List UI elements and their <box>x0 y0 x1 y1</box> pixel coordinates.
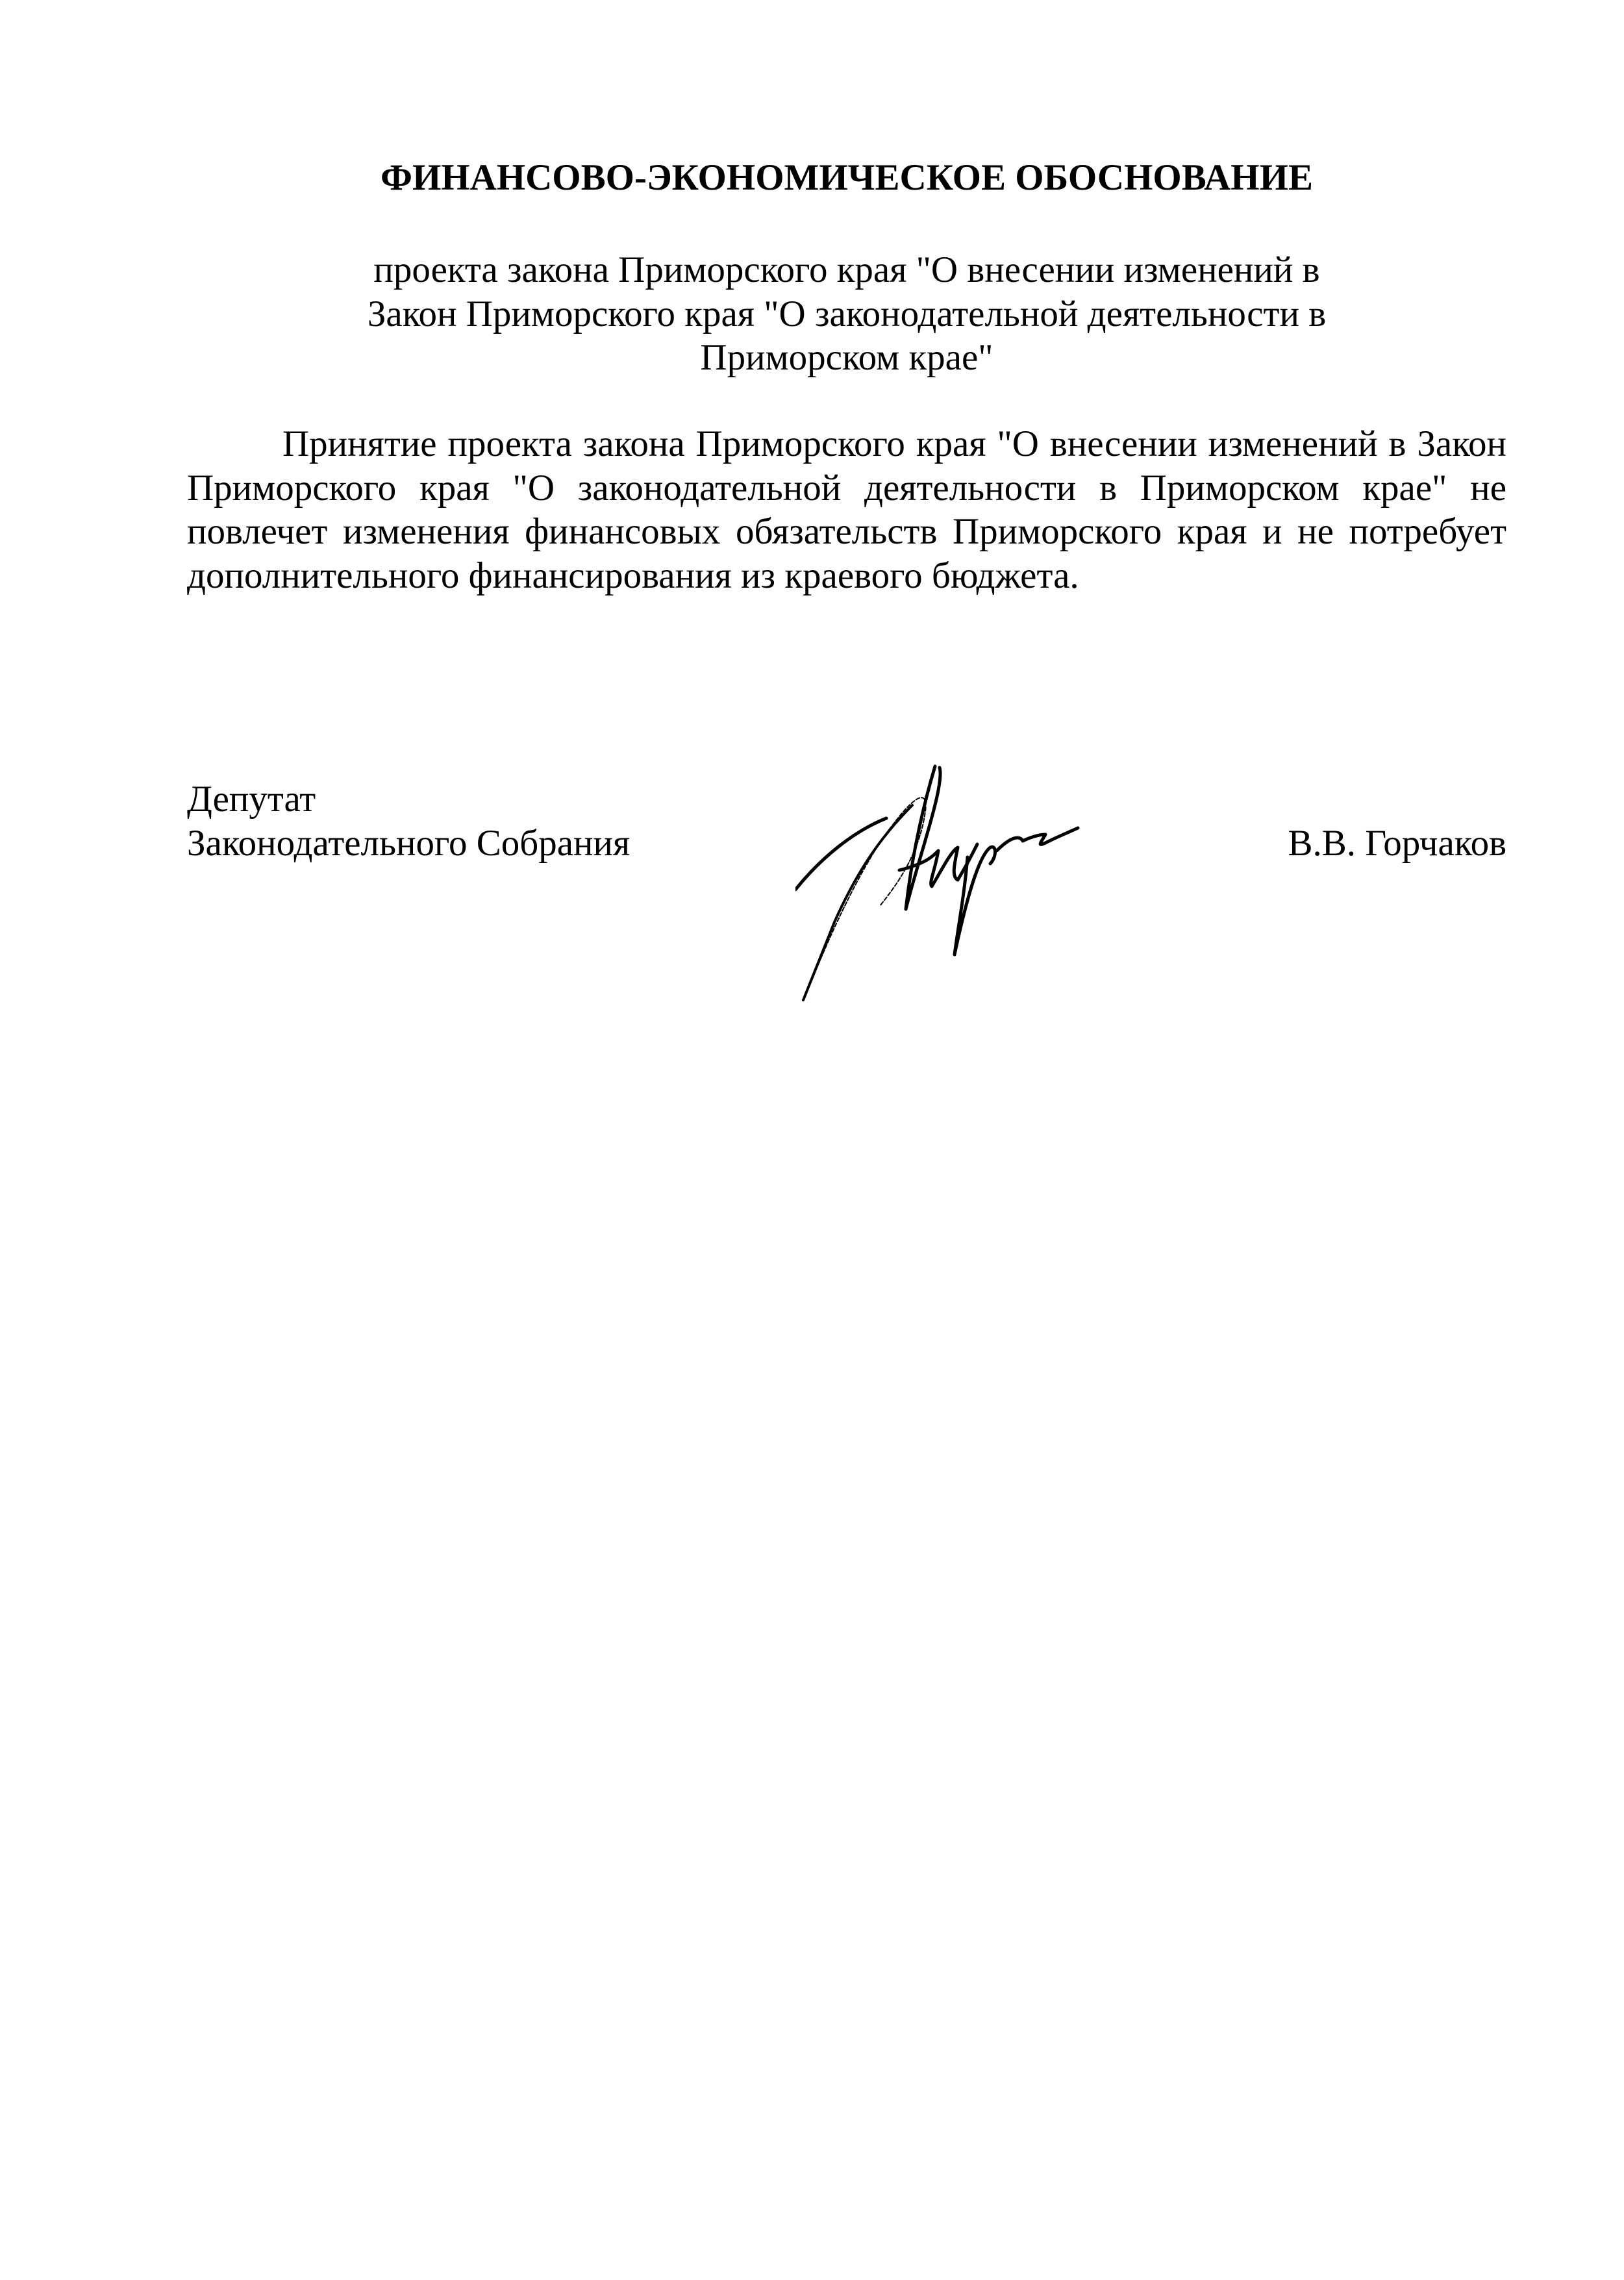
signatory-name: В.В. Горчаков <box>1288 823 1506 864</box>
body-paragraph: Принятие проекта закона Приморского края "О внесении изменений в Закон Приморского края "О законодательной деятельности в Приморском крае" не повлечет изменения финансовых обязательств Приморского края и не потребует дополнительного финансирования из краевого бюджета. <box>187 423 1506 596</box>
document-subtitle <box>187 248 1506 380</box>
handwritten-signature <box>795 760 1198 1007</box>
subtitle-line: Закон Приморского края "О законодательной деятельности в <box>367 293 1327 334</box>
signatory-position-line2: Законодательного Собрания <box>187 822 631 864</box>
subtitle-line: Приморском крае" <box>700 337 993 378</box>
signatory-position-line1: Депутат <box>187 779 316 820</box>
signatory-position <box>187 777 630 865</box>
subtitle-line: проекта закона Приморского края "О внесении изменений в <box>373 249 1320 290</box>
document-title: ФИНАНСОВО-ЭКОНОМИЧЕСКОЕ ОБОСНОВАНИЕ <box>381 157 1313 198</box>
